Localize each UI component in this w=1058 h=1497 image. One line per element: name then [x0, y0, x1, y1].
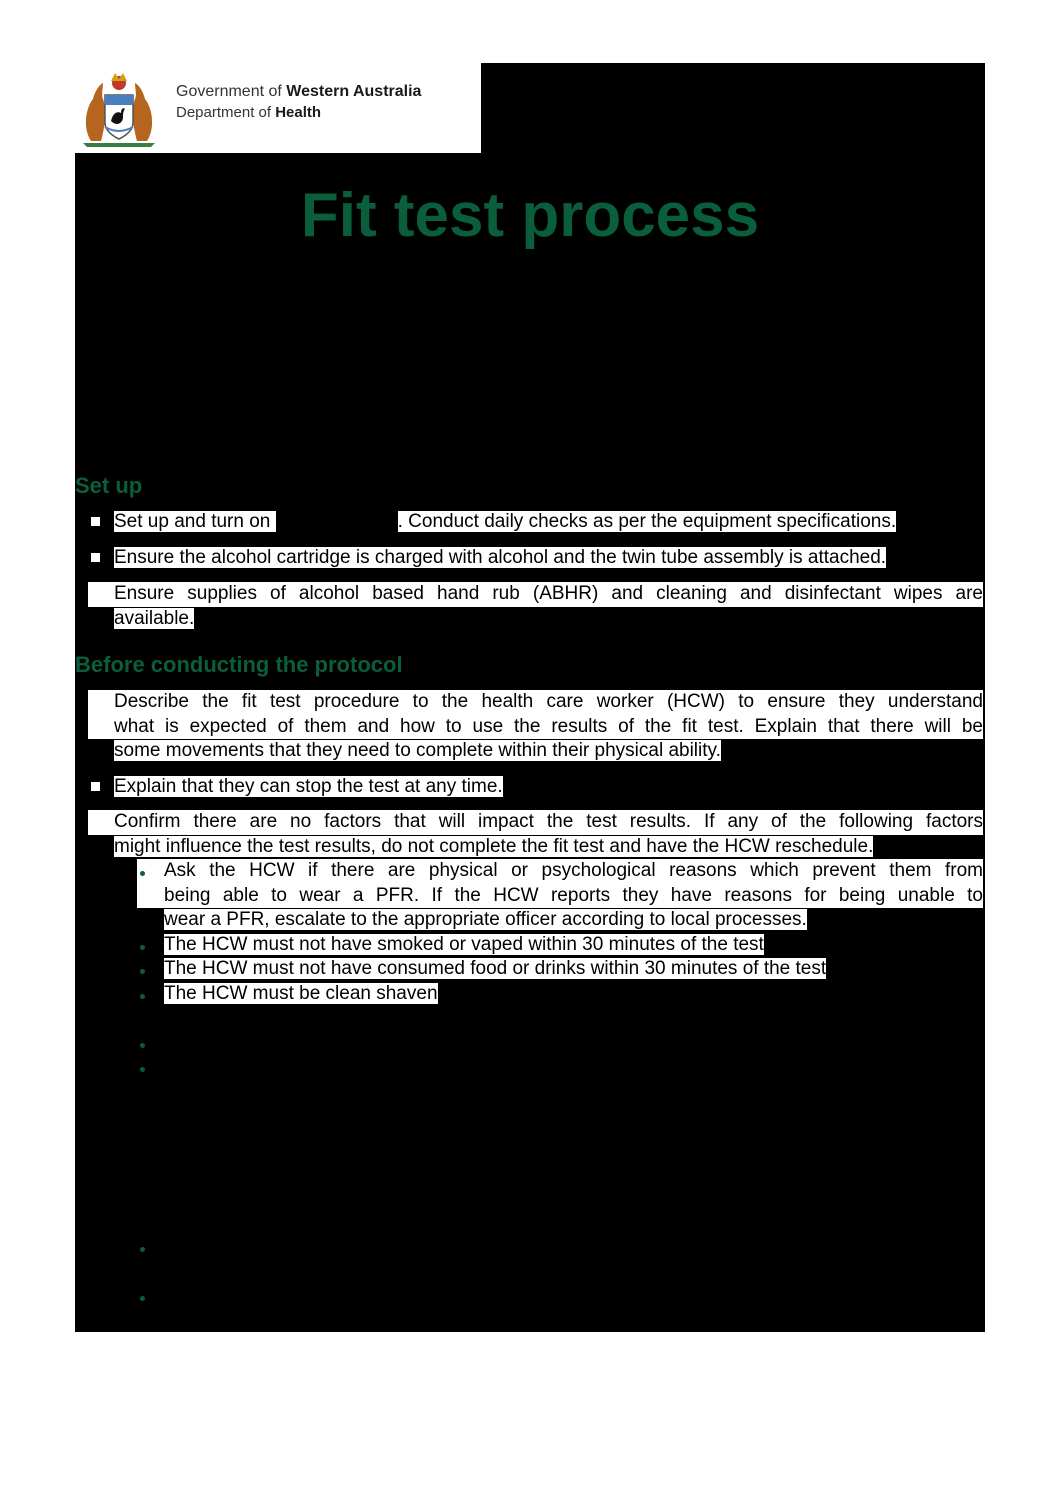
department-name: Department of Health	[176, 104, 322, 121]
checklist-item: Ensure the alcohol cartridge is charged with alcohol and the twin tube assembly is attached.	[88, 546, 983, 571]
bullet-icon	[140, 1043, 145, 1048]
header-logo-block	[75, 63, 481, 153]
org-name: Government of Western Australia	[176, 83, 422, 100]
checklist-item: Describe the fit test procedure to the health care worker (HCW) to ensure they understand what is expected of them and how to use the results of the fit test. Explain that there will be some movements that they need to complete within their physical ability.	[88, 690, 983, 764]
bullet-icon	[140, 871, 145, 876]
checklist-item: Explain that they can stop the test at any time.	[88, 775, 983, 800]
checklist-item: Set up and turn on . Conduct daily checks as per the equipment specifications.	[88, 510, 983, 535]
list-item: The HCW must not have smoked or vaped within 30 minutes of the test	[137, 933, 983, 958]
section-heading-setup: Set up	[75, 473, 143, 498]
bullet-icon	[140, 1067, 145, 1072]
checklist-item: Ensure supplies of alcohol based hand rub (ABHR) and cleaning and disinfectant wipes are available.	[88, 582, 983, 631]
bullet-icon	[140, 945, 145, 950]
document-page	[75, 63, 985, 1332]
wa-coat-of-arms-icon	[77, 69, 161, 149]
bullet-icon	[140, 1247, 145, 1252]
bullet-icon	[140, 969, 145, 974]
list-item: The HCW must not have consumed food or drinks within 30 minutes of the test	[137, 957, 983, 982]
bullet-icon	[140, 994, 145, 999]
list-item: Ask the HCW if there are physical or psychological reasons which prevent them from being able to wear a PFR. If the HCW reports they have reasons for being unable to wear a PFR, escalate to the appropriate officer according to local processes.	[137, 859, 983, 933]
checklist-item: Confirm there are no factors that will impact the test results. If any of the following factors might influence the test results, do not complete the fit test and have the HCW reschedule.	[88, 810, 983, 859]
list-item: The HCW must be clean shaven	[137, 982, 983, 1007]
bullet-icon	[140, 1296, 145, 1301]
section-heading-before-protocol: Before conducting the protocol	[75, 652, 403, 677]
page-title: Fit test process	[300, 181, 760, 250]
